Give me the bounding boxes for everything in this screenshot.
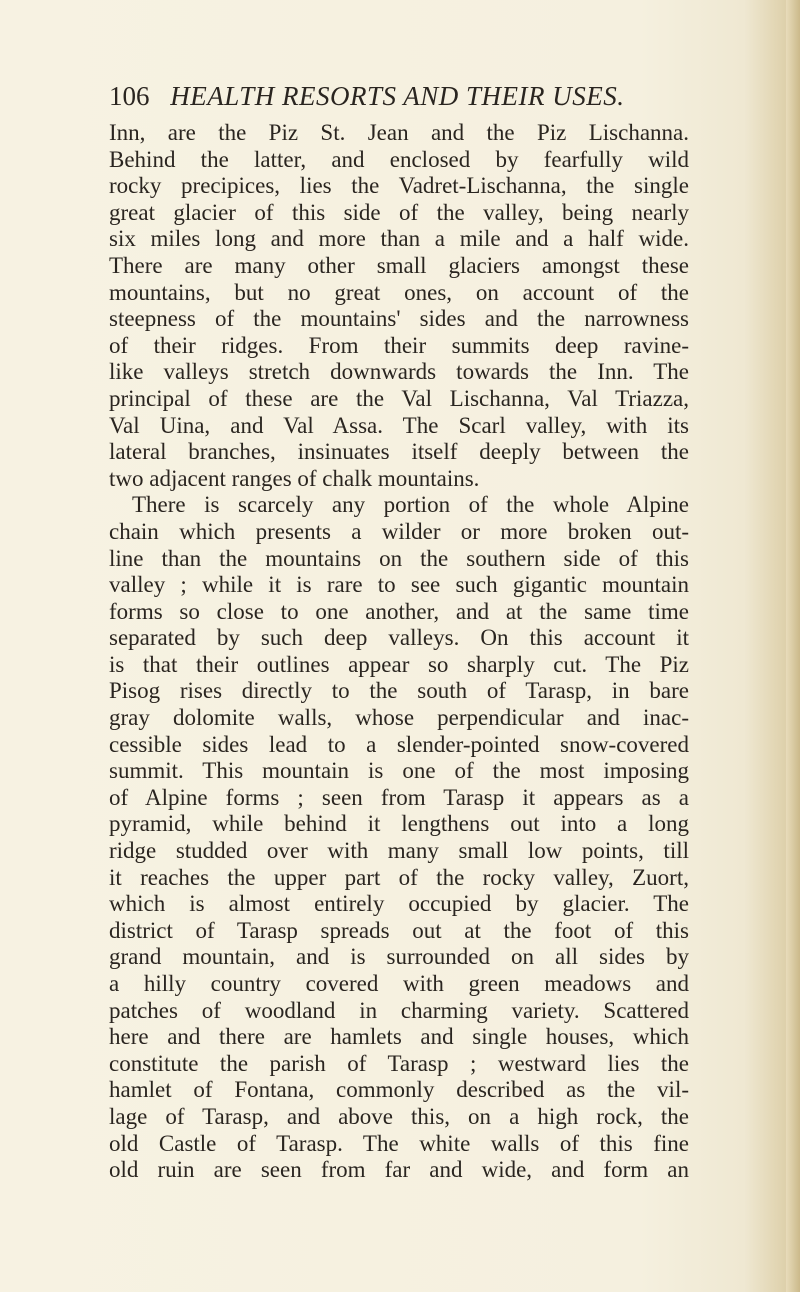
text-line: lateral branches, insinuates itself deeply between the — [109, 439, 689, 465]
text-line: old ruin are seen from far and wide, and form an — [109, 1157, 689, 1183]
text-line: hamlet of Fontana, commonly described as the vil- — [109, 1077, 689, 1103]
body-text — [109, 120, 689, 1184]
text-line: line than the mountains on the southern side of this — [109, 545, 689, 571]
text-line: Val Uina, and Val Assa. The Scarl valley, with its — [109, 412, 689, 438]
text-line: district of Tarasp spreads out at the foot of this — [109, 917, 689, 943]
text-line: pyramid, while behind it lengthens out into a long — [109, 811, 689, 837]
text-line: of their ridges. From their summits deep ravine- — [109, 332, 689, 358]
text-line: There is scarcely any portion of the whole Alpine — [132, 492, 689, 518]
text-line: old Castle of Tarasp. The white walls of this fine — [109, 1130, 689, 1156]
text-line: Behind the latter, and enclosed by fearfully wild — [109, 146, 689, 172]
page-header — [109, 78, 709, 114]
text-line: grand mountain, and is surrounded on all sides by — [109, 944, 689, 970]
text-line: here and there are hamlets and single houses, which — [109, 1024, 689, 1050]
text-line: which is almost entirely occupied by glacier. The — [109, 891, 689, 917]
text-line: patches of woodland in charming variety. Scattered — [109, 997, 689, 1023]
text-line: of Alpine forms ; seen from Tarasp it appears as a — [109, 784, 689, 810]
text-line: separated by such deep valleys. On this account it — [109, 625, 689, 651]
text-line: ridge studded over with many small low points, till — [109, 838, 689, 864]
text-line: a hilly country covered with green meadows and — [109, 971, 689, 996]
text-line: steepness of the mountains' sides and the narrowness — [109, 306, 689, 332]
text-line: it reaches the upper part of the rocky valley, Zuort, — [109, 864, 689, 890]
text-line: is that their outlines appear so sharply cut. The Piz — [109, 651, 689, 677]
text-line: summit. This mountain is one of the most imposing — [109, 758, 689, 784]
text-line: six miles long and more than a mile and a half wide. — [109, 226, 689, 252]
text-line: rocky precipices, lies the Vadret-Lischanna, the single — [109, 173, 689, 199]
text-line: forms so close to one another, and at the same time — [109, 598, 689, 624]
text-line: There are many other small glaciers amongst these — [109, 252, 689, 278]
text-line: great glacier of this side of the valley, being nearly — [109, 199, 689, 225]
text-line: two adjacent ranges of chalk mountains. — [109, 465, 480, 491]
text-line: like valleys stretch downwards towards the Inn. The — [109, 359, 689, 385]
text-line: principal of these are the Val Lischanna, Val Triazza, — [109, 385, 689, 411]
text-line: Inn, are the Piz St. Jean and the Piz Lischanna. — [109, 120, 689, 145]
text-line: constitute the parish of Tarasp ; westward lies the — [109, 1050, 689, 1076]
page-number: 106 — [109, 81, 150, 111]
text-line: lage of Tarasp, and above this, on a high rock, the — [109, 1103, 689, 1129]
page-edge — [786, 0, 800, 1292]
text-line: cessible sides lead to a slender-pointed snow-covered — [109, 731, 689, 757]
text-line: valley ; while it is rare to see such gigantic mountain — [109, 572, 689, 598]
text-line: chain which presents a wilder or more broken out- — [109, 518, 689, 544]
running-title: HEALTH RESORTS AND THEIR USES. — [170, 81, 625, 111]
text-line: gray dolomite walls, whose perpendicular and inac- — [109, 705, 689, 731]
text-line: Pisog rises directly to the south of Tarasp, in bare — [109, 678, 689, 704]
text-line: mountains, but no great ones, on account of the — [109, 279, 689, 305]
